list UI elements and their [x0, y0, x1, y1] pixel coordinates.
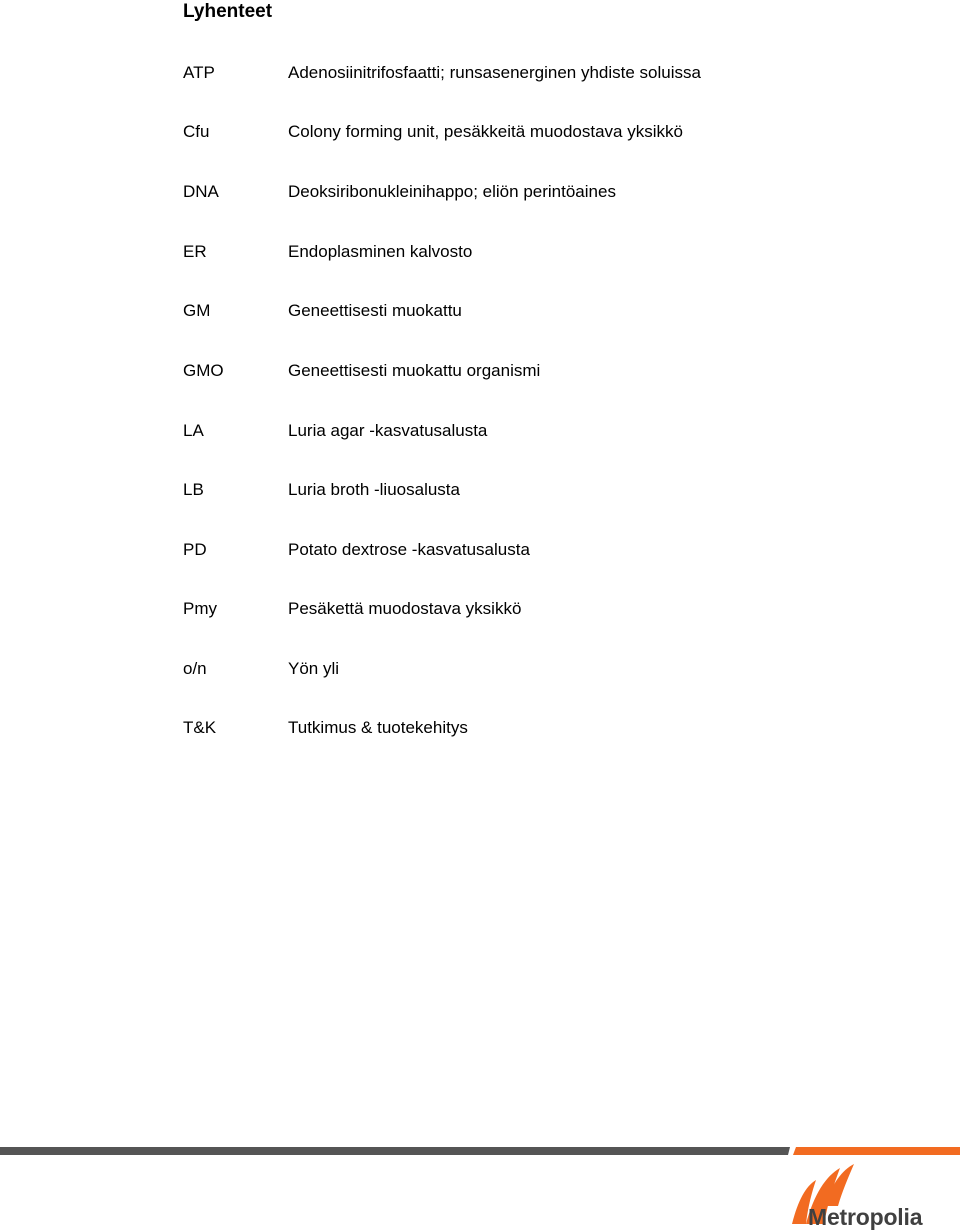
abbreviation-row	[183, 657, 883, 681]
abbreviation-definition: Yön yli	[288, 659, 340, 678]
abbreviation-row	[183, 419, 883, 443]
footer-bar-orange	[793, 1147, 960, 1155]
abbreviation-definition: Tutkimus & tuotekehitys	[288, 718, 468, 737]
abbreviation-term: T&K	[183, 718, 217, 737]
abbreviation-row	[183, 359, 883, 383]
abbreviation-row	[183, 597, 883, 621]
abbreviation-row	[183, 240, 883, 264]
abbreviation-term: DNA	[183, 182, 219, 201]
abbreviation-term: o/n	[183, 659, 207, 678]
abbreviation-definition: Potato dextrose -kasvatusalusta	[288, 540, 530, 559]
abbreviation-definition: Deoksiribonukleinihappo; eliön perintöaines	[288, 182, 616, 201]
footer-bar	[0, 1147, 960, 1155]
abbreviation-row	[183, 478, 883, 502]
abbreviation-row	[183, 120, 883, 144]
abbreviation-definition: Colony forming unit, pesäkkeitä muodostava yksikkö	[288, 122, 683, 141]
page-title: Lyhenteet	[183, 1, 273, 22]
abbreviation-definition: Endoplasminen kalvosto	[288, 242, 473, 261]
abbreviation-definition: Geneettisesti muokattu	[288, 301, 462, 320]
abbreviation-definition: Luria agar -kasvatusalusta	[288, 421, 488, 440]
abbreviation-definition: Luria broth -liuosalusta	[288, 480, 460, 499]
abbreviation-term: PD	[183, 540, 207, 559]
abbreviation-term: GM	[183, 301, 211, 320]
logo-wordmark: Metropolia	[808, 1204, 923, 1230]
abbreviation-term: ER	[183, 242, 207, 261]
abbreviation-row	[183, 61, 883, 85]
abbreviation-term: LB	[183, 480, 204, 499]
abbreviation-definition: Geneettisesti muokattu organismi	[288, 361, 541, 380]
abbreviation-definition: Pesäkettä muodostava yksikkö	[288, 599, 522, 618]
abbreviation-term: Cfu	[183, 122, 210, 141]
abbreviation-row	[183, 538, 883, 562]
abbreviation-definition: Adenosiinitrifosfaatti; runsasenerginen yhdiste soluissa	[288, 63, 701, 82]
footer-bar-gray	[0, 1147, 790, 1155]
abbreviation-row	[183, 299, 883, 323]
abbreviation-term: GMO	[183, 361, 224, 380]
abbreviation-row	[183, 716, 883, 740]
abbreviation-term: LA	[183, 421, 204, 440]
abbreviation-row	[183, 180, 883, 204]
abbreviation-term: ATP	[183, 63, 215, 82]
abbreviation-term: Pmy	[183, 599, 217, 618]
